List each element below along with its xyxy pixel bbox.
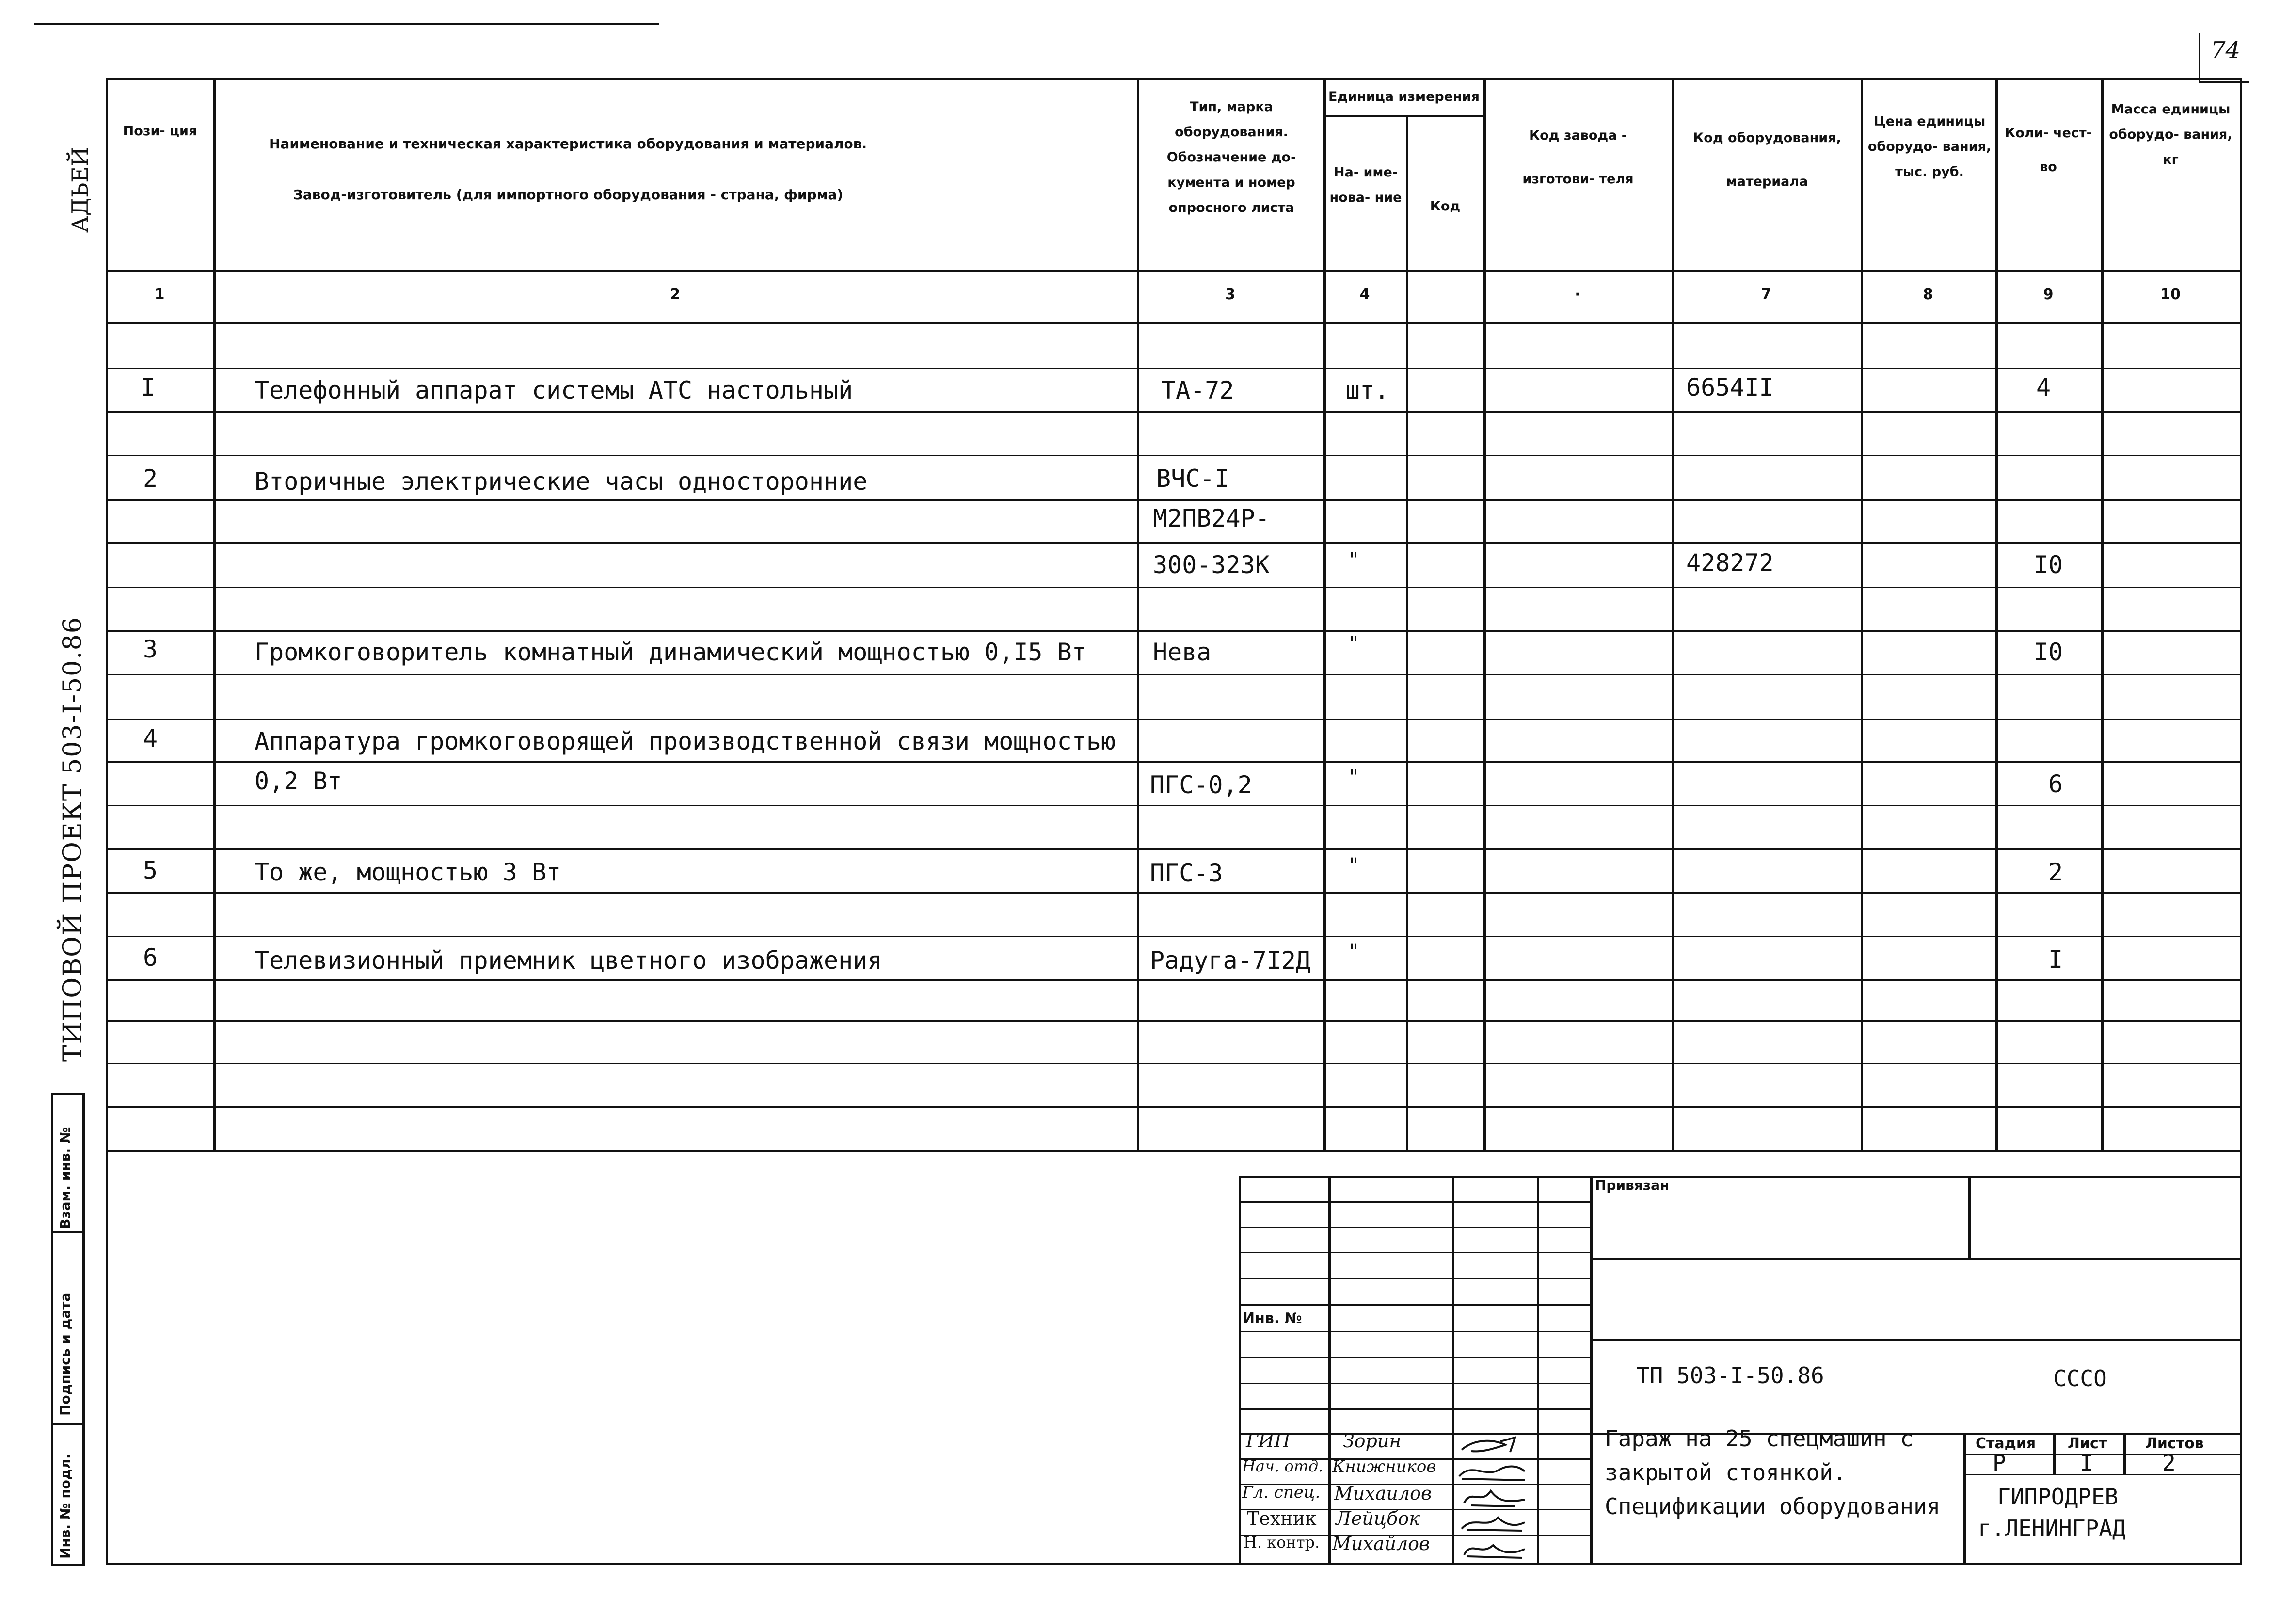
org-city: г.ЛЕНИНГРАД: [1978, 1515, 2126, 1541]
row-2b-type: М2ПВ24Р-: [1153, 504, 1270, 532]
row-5-type: ПГС-3: [1150, 859, 1223, 887]
signatory-role-3: Гл. спец.: [1242, 1483, 1321, 1502]
object-title-1: Гараж на 25 спецмашин с: [1605, 1425, 1913, 1452]
col-number-2: 2: [670, 286, 680, 303]
row-2c-unit: ": [1348, 549, 1360, 571]
row-5-name: То же, мощностью 3 Вт: [255, 858, 561, 886]
row-2c-code: 428272: [1686, 549, 1774, 577]
col-number-3: 3: [1225, 286, 1235, 303]
col-number-6: ·: [1575, 286, 1580, 303]
col-number-8: 8: [1923, 286, 1933, 303]
signatory-role-1: ГИП: [1246, 1430, 1291, 1452]
row-5-unit: ": [1348, 854, 1360, 877]
row-1-name: Телефонный аппарат системы АТС настольный: [255, 376, 853, 404]
signatory-name-5: Михайлов: [1332, 1533, 1430, 1554]
page-number: 74: [2211, 37, 2241, 64]
row-4b-name: 0,2 Вт: [255, 767, 342, 795]
inv-no-label: Инв. №: [1243, 1310, 1302, 1327]
header-quantity: Коли- чест- во: [2005, 126, 2092, 175]
row-2c-type: 300-323К: [1153, 551, 1270, 579]
row-6-name: Телевизионный приемник цветного изображения: [255, 946, 882, 975]
row-4b-type: ПГС-0,2: [1150, 771, 1252, 799]
signatory-name-4: Лейцбок: [1336, 1508, 1420, 1529]
row-2c-qty: I0: [2034, 551, 2063, 579]
side-stamp-top: АДЬЕЙ: [67, 147, 93, 233]
row-2-pos: 2: [143, 464, 158, 493]
row-6-unit: ": [1348, 941, 1360, 963]
side-stamp-project: ТИПОВОЙ ПРОЕКТ 503-I-50.86: [58, 616, 87, 1062]
header-mass: Масса единицы оборудо- вания, кг: [2109, 102, 2232, 167]
header-unit-group: Единица измерения: [1328, 89, 1480, 104]
doc-code: ТП 503-I-50.86: [1636, 1362, 1824, 1389]
side-label-inv-podl: Инв. № подл.: [57, 1454, 73, 1559]
signature-scribbles: [1452, 1433, 1537, 1564]
header-type: Тип, марка оборудования. Обозначение до- кумента и номер опросного листа: [1166, 99, 1296, 215]
sheet-label: Лист: [2068, 1435, 2107, 1452]
signatory-role-5: Н. контр.: [1244, 1533, 1320, 1551]
row-3-name: Громкоговоритель комнатный динамический мощностью 0,I5 Вт: [255, 638, 1086, 666]
object-title-2: закрытой стоянкой.: [1605, 1459, 1847, 1486]
row-3-pos: 3: [143, 635, 158, 663]
row-4b-unit: ": [1348, 766, 1360, 788]
row-2-type: ВЧС-I: [1156, 464, 1229, 493]
side-label-podpis: Подпись и дата: [57, 1292, 73, 1416]
signatory-name-1: Зорин: [1343, 1430, 1402, 1452]
stage-value: Р: [1993, 1450, 2006, 1476]
row-3-unit: ": [1348, 633, 1360, 655]
header-unit-name: На- име- нова- ние: [1329, 165, 1402, 205]
row-4-name: Аппаратура громкоговорящей производственной связи мощностью: [255, 727, 1116, 755]
col-number-4: 4: [1359, 286, 1370, 303]
header-name-line2: Завод-изготовитель (для импортного оборудования - страна, фирма): [293, 187, 844, 203]
row-3-type: Нева: [1153, 638, 1212, 666]
row-5-pos: 5: [143, 856, 158, 884]
ssso-label: СССО: [2053, 1365, 2107, 1391]
signatory-role-4: Техник: [1247, 1508, 1317, 1529]
header-name-line1: Наименование и техническая характеристика оборудования и материалов.: [269, 136, 867, 152]
row-4b-qty: 6: [2048, 770, 2063, 798]
top-rule: [34, 23, 659, 25]
side-label-vzam: Взам. инв. №: [57, 1127, 73, 1229]
header-plant-code: Код завода - изготови- теля: [1522, 128, 1634, 187]
stage-label: Стадия: [1976, 1435, 2036, 1452]
row-1-pos: I: [141, 373, 156, 401]
row-6-type: Радуга-7I2Д: [1150, 946, 1311, 975]
row-1-code: 6654II: [1686, 373, 1774, 401]
org-name: ГИПРОДРЕВ: [1997, 1484, 2119, 1510]
row-2-name: Вторичные электрические часы односторонние: [255, 467, 868, 496]
object-title-3: Спецификации оборудования: [1605, 1493, 1941, 1519]
row-6-pos: 6: [143, 943, 158, 972]
col-number-9: 9: [2043, 286, 2054, 303]
row-5-qty: 2: [2048, 858, 2063, 886]
privyazan-label: Привязан: [1595, 1177, 1670, 1193]
sheets-label: Листов: [2145, 1435, 2204, 1452]
header-price: Цена единицы оборудо- вания, тыс. руб.: [1867, 114, 1992, 179]
signatory-role-2: Нач. отд.: [1242, 1457, 1323, 1475]
header-unit-code: Код: [1430, 199, 1461, 214]
header-position: Пози- ция: [123, 124, 197, 139]
col-number-1: 1: [154, 286, 165, 303]
sheets-value: 2: [2162, 1450, 2176, 1476]
row-3-qty: I0: [2034, 638, 2063, 666]
col-number-7: 7: [1761, 286, 1771, 303]
sheet-value: I: [2080, 1450, 2093, 1476]
signatory-name-2: Книжников: [1332, 1457, 1436, 1476]
col-number-10: 10: [2160, 286, 2181, 303]
signatory-name-3: Михаилов: [1334, 1483, 1432, 1504]
row-1-qty: 4: [2036, 373, 2051, 401]
row-1-unit: шт.: [1345, 376, 1389, 404]
row-4-pos: 4: [143, 724, 158, 752]
header-equipment-code: Код оборудования, материала: [1693, 130, 1841, 189]
row-1-type: ТА-72: [1161, 376, 1234, 404]
row-6-qty: I: [2048, 945, 2063, 974]
